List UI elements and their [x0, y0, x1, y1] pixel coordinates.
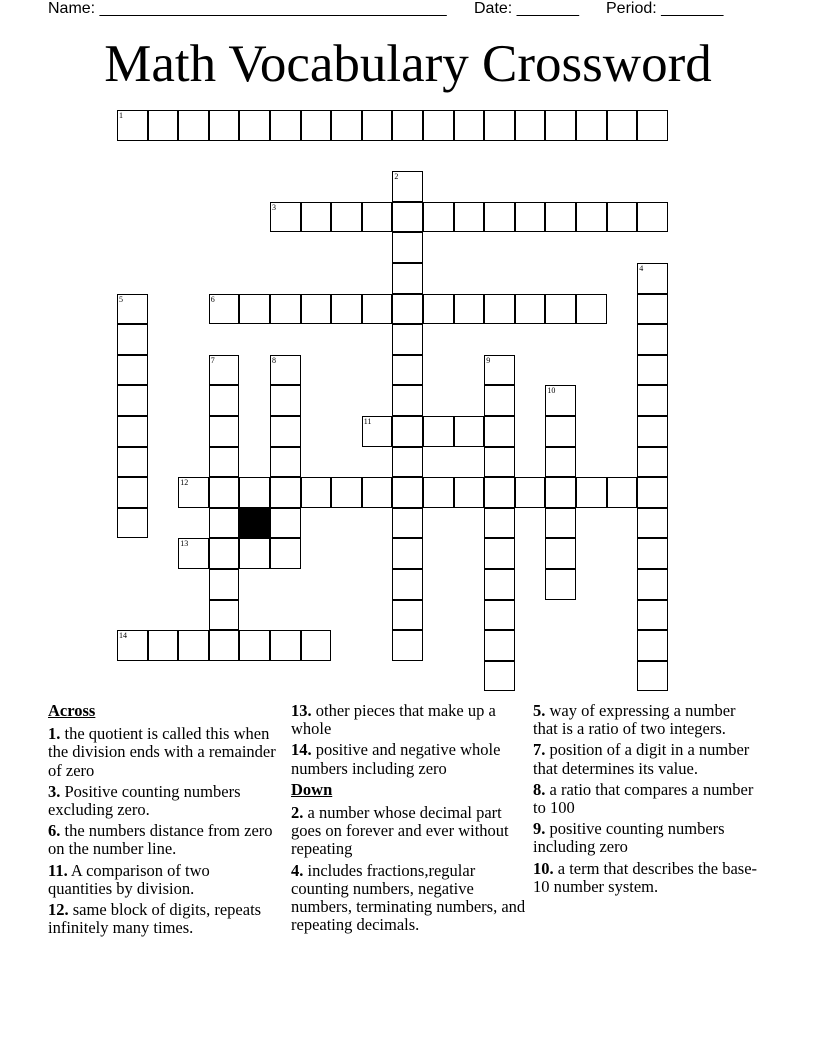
grid-cell[interactable]: [270, 202, 301, 233]
grid-cell[interactable]: [209, 294, 240, 325]
grid-cell[interactable]: [209, 538, 240, 569]
clue-item: [291, 862, 531, 935]
grid-cell[interactable]: [576, 477, 607, 508]
clue-item-number: 11.: [48, 860, 68, 880]
grid-cell[interactable]: [178, 110, 209, 141]
clue-item: [48, 725, 276, 780]
grid-cell[interactable]: [117, 324, 148, 355]
grid-cell[interactable]: [637, 600, 668, 631]
grid-cell[interactable]: [576, 202, 607, 233]
clue-number: 1: [119, 111, 123, 120]
grid-cell[interactable]: [331, 202, 362, 233]
clue-item-number: 7.: [533, 740, 546, 760]
grid-cell[interactable]: [484, 385, 515, 416]
grid-cell[interactable]: [576, 294, 607, 325]
grid-cell[interactable]: [637, 569, 668, 600]
grid-cell[interactable]: [484, 294, 515, 325]
across-clue-list: [48, 725, 276, 937]
grid-cell[interactable]: [484, 110, 515, 141]
grid-cell[interactable]: [637, 416, 668, 447]
grid-cell[interactable]: [117, 385, 148, 416]
grid-cell[interactable]: [607, 477, 638, 508]
grid-cell[interactable]: [362, 202, 393, 233]
black-cell: [239, 508, 270, 539]
grid-cell[interactable]: [607, 110, 638, 141]
grid-cell[interactable]: [270, 294, 301, 325]
clue-item: [291, 741, 531, 777]
grid-cell[interactable]: [148, 630, 179, 661]
clue-number: 11: [363, 417, 372, 426]
clue-number: 6: [210, 294, 215, 304]
clue-number: 10: [547, 386, 556, 396]
grid-cell[interactable]: [545, 416, 576, 447]
grid-cell[interactable]: [392, 416, 423, 447]
grid-cell[interactable]: [545, 202, 576, 233]
grid-cell[interactable]: [362, 294, 393, 325]
grid-cell[interactable]: [607, 202, 638, 233]
clue-item: [533, 741, 761, 777]
grid-cell[interactable]: [331, 294, 362, 325]
grid-cell[interactable]: [637, 263, 668, 294]
grid-cell[interactable]: [148, 110, 179, 141]
clue-item: [533, 702, 761, 738]
grid-cell[interactable]: [392, 110, 423, 141]
clue-item-number: 4.: [291, 860, 304, 880]
grid-cell[interactable]: [117, 508, 148, 539]
grid-cell[interactable]: [270, 538, 301, 569]
clue-number: 2: [394, 172, 399, 182]
grid-cell[interactable]: [239, 477, 270, 508]
clue-item-number: 2.: [291, 803, 304, 823]
grid-cell[interactable]: [117, 447, 148, 478]
grid-cell[interactable]: [454, 477, 485, 508]
grid-cell[interactable]: [392, 508, 423, 539]
clue-number: 7: [210, 355, 215, 365]
clue-item-number: 5.: [533, 701, 546, 720]
grid-cell[interactable]: [362, 110, 393, 141]
grid-cell[interactable]: [239, 630, 270, 661]
clue-item: [533, 781, 761, 817]
grid-cell[interactable]: [484, 416, 515, 447]
clue-item-number: 12.: [48, 900, 69, 920]
grid-cell[interactable]: [637, 324, 668, 355]
grid-cell[interactable]: [637, 661, 668, 692]
clue-number: 12: [180, 478, 189, 488]
clue-item-text: includes fractions,regular counting numbers, negative numbers, terminating numbers, and repeating decimals.: [291, 860, 526, 935]
clue-item-number: 3.: [48, 781, 61, 801]
grid-cell[interactable]: [392, 630, 423, 661]
clue-number: 9: [486, 355, 491, 365]
clue-item: [48, 862, 276, 898]
grid-cell[interactable]: [545, 538, 576, 569]
clue-item-number: 14.: [291, 740, 312, 760]
grid-cell[interactable]: [484, 508, 515, 539]
grid-cell[interactable]: [392, 232, 423, 263]
clue-item-text: position of a digit in a number that determines its value.: [533, 740, 750, 778]
grid-cell[interactable]: [301, 477, 332, 508]
grid-cell[interactable]: [637, 508, 668, 539]
clue-item-text: a term that describes the base-10 number system.: [533, 858, 758, 896]
clue-item-text: a ratio that compares a number to 100: [533, 779, 754, 818]
grid-cell[interactable]: [178, 477, 209, 508]
grid-cell[interactable]: [484, 355, 515, 386]
grid-cell[interactable]: [392, 294, 423, 325]
grid-cell[interactable]: [270, 385, 301, 416]
grid-cell[interactable]: [392, 569, 423, 600]
grid-cell[interactable]: [545, 569, 576, 600]
grid-cell[interactable]: [392, 324, 423, 355]
grid-cell[interactable]: [637, 630, 668, 661]
grid-cell[interactable]: [423, 110, 454, 141]
clue-item-number: 1.: [48, 724, 61, 744]
grid-cell[interactable]: [392, 171, 423, 202]
grid-cell[interactable]: [392, 477, 423, 508]
grid-cell[interactable]: [637, 477, 668, 508]
grid-cell[interactable]: [331, 110, 362, 141]
grid-cell[interactable]: [270, 630, 301, 661]
clue-item-text: way of expressing a number that is a ratio of two integers.: [533, 701, 736, 739]
grid-cell[interactable]: [423, 202, 454, 233]
date-field[interactable]: Date: _______: [474, 0, 579, 17]
grid-cell[interactable]: [484, 630, 515, 661]
grid-cell[interactable]: [331, 477, 362, 508]
grid-cell[interactable]: [515, 110, 546, 141]
clue-item: [291, 804, 531, 859]
grid-cell[interactable]: [301, 630, 332, 661]
grid-cell[interactable]: [392, 355, 423, 386]
grid-cell[interactable]: [270, 477, 301, 508]
clue-item-text: positive counting numbers including zero: [533, 819, 725, 857]
grid-cell[interactable]: [545, 110, 576, 141]
grid-cell[interactable]: [484, 447, 515, 478]
grid-cell[interactable]: [484, 202, 515, 233]
grid-cell[interactable]: [484, 569, 515, 600]
across-clue-list-continued: [291, 702, 531, 778]
grid-cell[interactable]: [117, 630, 148, 661]
grid-cell[interactable]: [423, 294, 454, 325]
clue-item: [533, 820, 761, 856]
grid-cell[interactable]: [515, 294, 546, 325]
grid-cell[interactable]: [117, 477, 148, 508]
clue-item-text: the quotient is called this when the division ends with a remainder of zero: [48, 724, 276, 780]
clue-item: [48, 822, 276, 858]
clue-number: 4: [639, 264, 644, 273]
clue-item-text: the numbers distance from zero on the number line.: [48, 821, 273, 859]
clue-item-text: A comparison of two quantities by division.: [48, 860, 210, 898]
grid-cell[interactable]: [515, 202, 546, 233]
grid-cell[interactable]: [423, 477, 454, 508]
grid-cell[interactable]: [362, 416, 393, 447]
grid-cell[interactable]: [117, 416, 148, 447]
grid-cell[interactable]: [454, 294, 485, 325]
clue-number: 8: [272, 355, 276, 365]
grid-cell[interactable]: [270, 447, 301, 478]
clue-item-number: 8.: [533, 779, 546, 799]
grid-cell[interactable]: [637, 355, 668, 386]
grid-cell[interactable]: [209, 385, 240, 416]
clue-item-text: a number whose decimal part goes on forever and ever without repeating: [291, 803, 509, 859]
grid-cell[interactable]: [576, 110, 607, 141]
grid-cell[interactable]: [117, 110, 148, 141]
down-clue-list: [291, 804, 531, 934]
down-clue-list-continued: [533, 702, 761, 896]
grid-cell[interactable]: [545, 508, 576, 539]
grid-cell[interactable]: [209, 630, 240, 661]
grid-cell[interactable]: [117, 294, 148, 325]
grid-cell[interactable]: [392, 385, 423, 416]
grid-cell[interactable]: [270, 508, 301, 539]
grid-cell[interactable]: [545, 385, 576, 416]
grid-cell[interactable]: [545, 294, 576, 325]
grid-cell[interactable]: [301, 202, 332, 233]
grid-cell[interactable]: [239, 294, 270, 325]
grid-cell[interactable]: [637, 110, 668, 141]
grid-cell[interactable]: [484, 600, 515, 631]
clues-column-3: [533, 702, 761, 899]
grid-cell[interactable]: [270, 110, 301, 141]
grid-cell[interactable]: [209, 416, 240, 447]
clue-item: [533, 860, 761, 896]
grid-cell[interactable]: [117, 355, 148, 386]
grid-cell[interactable]: [637, 447, 668, 478]
grid-cell[interactable]: [239, 110, 270, 141]
period-field[interactable]: Period: _______: [606, 0, 724, 17]
grid-cell[interactable]: [178, 538, 209, 569]
across-heading: Across: [48, 701, 96, 720]
clue-number: 3: [272, 202, 276, 212]
grid-cell[interactable]: [209, 508, 240, 539]
grid-cell[interactable]: [637, 294, 668, 325]
clue-item-number: 9.: [533, 819, 546, 839]
grid-cell[interactable]: [209, 110, 240, 141]
grid-cell[interactable]: [484, 661, 515, 692]
clue-number: 14: [119, 631, 127, 641]
clue-item-number: 6.: [48, 821, 61, 841]
clue-item: [291, 702, 531, 738]
grid-cell[interactable]: [270, 355, 301, 386]
clue-item-text: same block of digits, repeats infinitely many times.: [48, 900, 262, 938]
grid-cell[interactable]: [209, 569, 240, 600]
clue-item: [48, 901, 276, 937]
clues-column-1: [48, 702, 276, 940]
grid-cell[interactable]: [637, 385, 668, 416]
clue-item-text: other pieces that make up a whole: [291, 701, 496, 739]
grid-cell[interactable]: [209, 477, 240, 508]
grid-cell[interactable]: [392, 202, 423, 233]
grid-cell[interactable]: [301, 294, 332, 325]
grid-cell[interactable]: [392, 600, 423, 631]
clue-item: [48, 783, 276, 819]
grid-cell[interactable]: [392, 447, 423, 478]
grid-cell[interactable]: [515, 477, 546, 508]
grid-cell[interactable]: [637, 202, 668, 233]
grid-cell[interactable]: [362, 477, 393, 508]
clue-number: 5: [119, 294, 123, 304]
clue-item-number: 10.: [533, 858, 554, 878]
down-heading: Down: [291, 779, 333, 799]
clue-item-text: Positive counting numbers excluding zero.: [48, 781, 241, 820]
grid-cell[interactable]: [392, 538, 423, 569]
grid-cell[interactable]: [484, 538, 515, 569]
grid-cell[interactable]: [270, 416, 301, 447]
grid-cell[interactable]: [423, 416, 454, 447]
grid-cell[interactable]: [178, 630, 209, 661]
grid-cell[interactable]: [545, 477, 576, 508]
grid-cell[interactable]: [454, 202, 485, 233]
grid-cell[interactable]: [209, 355, 240, 386]
grid-cell[interactable]: [301, 110, 332, 141]
grid-cell[interactable]: [209, 447, 240, 478]
grid-cell[interactable]: [545, 447, 576, 478]
clues-column-2: [291, 702, 531, 937]
clue-item-number: 13.: [291, 701, 312, 720]
clue-number: 13: [180, 539, 189, 549]
page-title: Math Vocabulary Crossword: [104, 35, 712, 93]
grid-cell[interactable]: [454, 416, 485, 447]
grid-cell[interactable]: [239, 538, 270, 569]
grid-cell[interactable]: [392, 263, 423, 294]
grid-cell[interactable]: [484, 477, 515, 508]
grid-cell[interactable]: [454, 110, 485, 141]
grid-cell[interactable]: [637, 538, 668, 569]
name-field[interactable]: Name: _______________________________________: [48, 0, 447, 17]
clue-item-text: positive and negative whole numbers including zero: [291, 740, 501, 778]
grid-cell[interactable]: [209, 600, 240, 631]
